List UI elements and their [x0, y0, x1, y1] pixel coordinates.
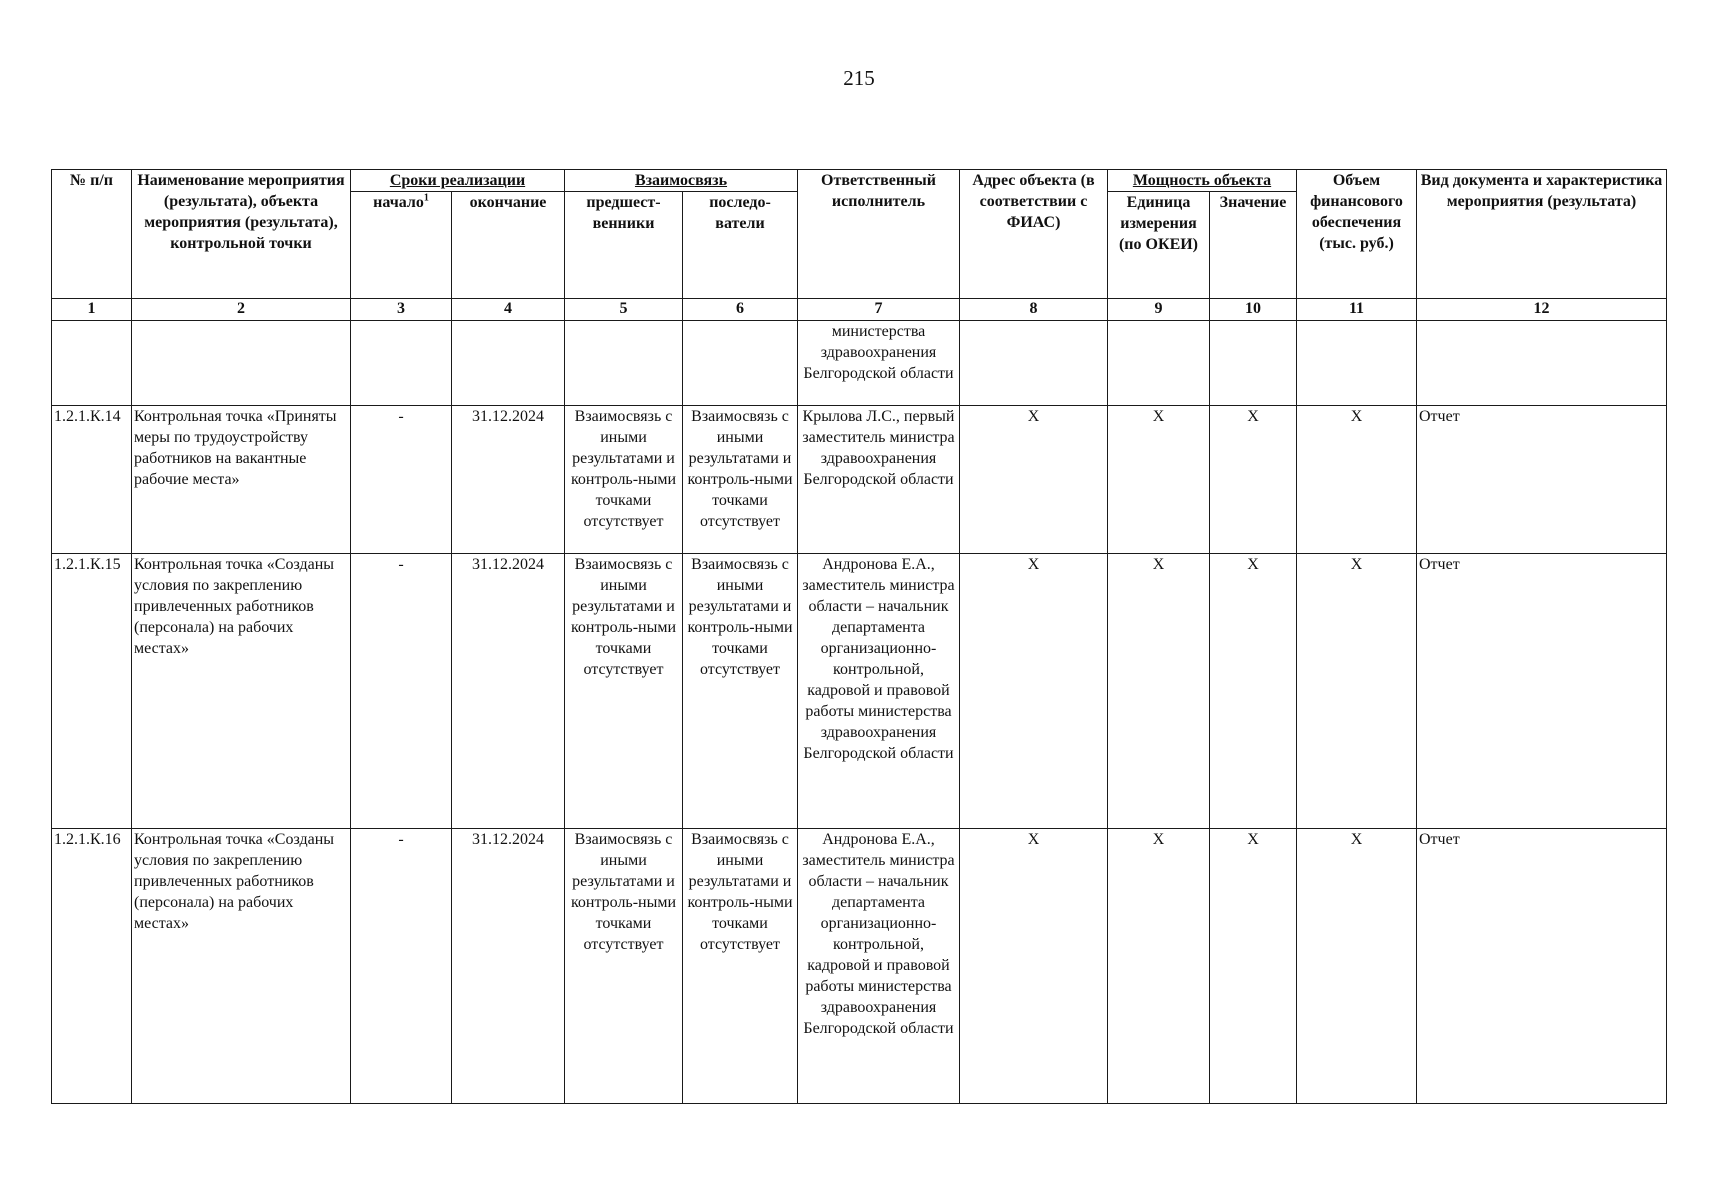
- header-group-terms-label: Сроки реализации: [389, 172, 526, 189]
- header-address: Адрес объекта (в соответствии с ФИАС): [960, 170, 1108, 299]
- header-unit: Единица измерения (по ОКЕИ): [1108, 192, 1210, 299]
- cell-value: X: [1210, 554, 1297, 829]
- table-row: [52, 406, 1667, 554]
- cell-predecessors: Взаимосвязь с иными результатами и контроль-ными точками отсутствует: [565, 829, 683, 1104]
- cell-empty: [1210, 321, 1297, 406]
- plan-table: [51, 169, 1667, 1104]
- header-successors: последо-ватели: [683, 192, 798, 299]
- column-number: 7: [798, 299, 960, 321]
- column-number: 12: [1417, 299, 1667, 321]
- header-start: [351, 192, 452, 299]
- cell-funding: X: [1297, 554, 1417, 829]
- cell-empty: [1417, 321, 1667, 406]
- table-row: [52, 321, 1667, 406]
- cell-name: Контрольная точка «Созданы условия по закреплению привлеченных работников (персонала) на рабочих местах»: [132, 829, 351, 1104]
- header-group-link-label: Взаимосвязь: [634, 172, 728, 189]
- cell-name: Контрольная точка «Созданы условия по закреплению привлеченных работников (персонала) на рабочих местах»: [132, 554, 351, 829]
- cell-responsible: министерства здравоохранения Белгородской области: [798, 321, 960, 406]
- table-row: [52, 829, 1667, 1104]
- column-number: 1: [52, 299, 132, 321]
- cell-empty: [452, 321, 565, 406]
- cell-name: Контрольная точка «Приняты меры по трудоустройству работников на вакантные рабочие места»: [132, 406, 351, 554]
- cell-value: X: [1210, 829, 1297, 1104]
- cell-predecessors: Взаимосвязь с иными результатами и контроль-ными точками отсутствует: [565, 554, 683, 829]
- column-number: 4: [452, 299, 565, 321]
- header-end: окончание: [452, 192, 565, 299]
- cell-responsible: Андронова Е.А., заместитель министра области – начальник департамента организационно-контрольной, кадровой и правовой работы министерства здравоохранения Белгородской области: [798, 554, 960, 829]
- header-document: Вид документа и характеристика мероприятия (результата): [1417, 170, 1667, 299]
- cell-value: X: [1210, 406, 1297, 554]
- cell-address: X: [960, 554, 1108, 829]
- header-responsible: Ответственный исполнитель: [798, 170, 960, 299]
- header-number: № п/п: [52, 170, 132, 299]
- header-name: Наименование мероприятия (результата), объекта мероприятия (результата), контрольной точки: [132, 170, 351, 299]
- cell-start: -: [351, 406, 452, 554]
- cell-empty: [1297, 321, 1417, 406]
- cell-funding: X: [1297, 829, 1417, 1104]
- cell-empty: [52, 321, 132, 406]
- cell-address: X: [960, 829, 1108, 1104]
- header-group-link: [565, 170, 798, 192]
- cell-successors: Взаимосвязь с иными результатами и контроль-ными точками отсутствует: [683, 554, 798, 829]
- header-predecessors: предшест-венники: [565, 192, 683, 299]
- header-start-label: начало: [373, 194, 424, 211]
- column-number: 2: [132, 299, 351, 321]
- cell-successors: Взаимосвязь с иными результатами и контроль-ными точками отсутствует: [683, 829, 798, 1104]
- cell-start: -: [351, 554, 452, 829]
- cell-empty: [1108, 321, 1210, 406]
- cell-document: Отчет: [1417, 406, 1667, 554]
- cell-empty: [351, 321, 452, 406]
- cell-empty: [683, 321, 798, 406]
- cell-unit: X: [1108, 829, 1210, 1104]
- header-group-terms: [351, 170, 565, 192]
- column-number: 10: [1210, 299, 1297, 321]
- column-number: 8: [960, 299, 1108, 321]
- header-value: Значение: [1210, 192, 1297, 299]
- cell-end: 31.12.2024: [452, 554, 565, 829]
- header-group-capacity-label: Мощность объекта: [1132, 172, 1272, 189]
- cell-responsible: Андронова Е.А., заместитель министра области – начальник департамента организационно-контрольной, кадровой и правовой работы министерства здравоохранения Белгородской области: [798, 829, 960, 1104]
- column-number: 5: [565, 299, 683, 321]
- cell-number: 1.2.1.К.14: [52, 406, 132, 554]
- cell-document: Отчет: [1417, 829, 1667, 1104]
- cell-funding: X: [1297, 406, 1417, 554]
- cell-predecessors: Взаимосвязь с иными результатами и контроль-ными точками отсутствует: [565, 406, 683, 554]
- cell-unit: X: [1108, 554, 1210, 829]
- cell-address: X: [960, 406, 1108, 554]
- column-number: 11: [1297, 299, 1417, 321]
- cell-empty: [132, 321, 351, 406]
- cell-successors: Взаимосвязь с иными результатами и контроль-ными точками отсутствует: [683, 406, 798, 554]
- cell-unit: X: [1108, 406, 1210, 554]
- cell-empty: [565, 321, 683, 406]
- cell-empty: [960, 321, 1108, 406]
- cell-start: -: [351, 829, 452, 1104]
- header-funding: Объем финансового обеспечения (тыс. руб.): [1297, 170, 1417, 299]
- cell-responsible: Крылова Л.С., первый заместитель министра здравоохранения Белгородской области: [798, 406, 960, 554]
- header-start-footnote: 1: [423, 192, 429, 204]
- cell-document: Отчет: [1417, 554, 1667, 829]
- cell-number: 1.2.1.К.16: [52, 829, 132, 1104]
- column-number: 9: [1108, 299, 1210, 321]
- cell-end: 31.12.2024: [452, 406, 565, 554]
- table-row: [52, 554, 1667, 829]
- header-group-capacity: [1108, 170, 1297, 192]
- cell-number: 1.2.1.К.15: [52, 554, 132, 829]
- column-number: 3: [351, 299, 452, 321]
- page-number: 215: [843, 66, 875, 90]
- cell-end: 31.12.2024: [452, 829, 565, 1104]
- column-number: 6: [683, 299, 798, 321]
